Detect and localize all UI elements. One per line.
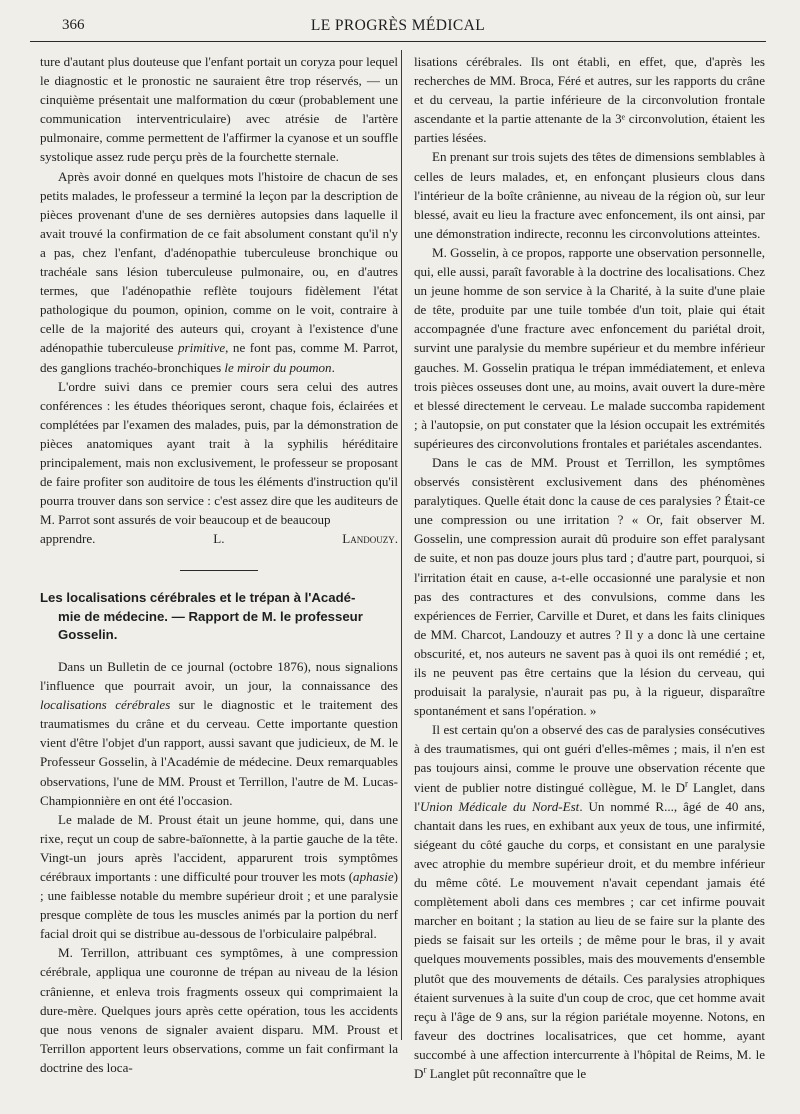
paragraph: Dans le cas de MM. Proust et Terrillon, les symptômes observés consistèrent exclusivement dans des phénomènes paralytiques. Quelle était donc la cause de ces paralysies ? Était-ce une compression ou une irritation ? « Or, fait observer M. Gosselin, une compression aurait dû produire son effet paralysant de suite, et non pas douze jours plus tard ; d'autre part, pourquoi, si l'irritation était en cause, a-t-elle occasionné une paralysie et non pas des contractures et des convulsions, comme dans les expériences de Ferrier, Carville et Duret, et dans les faits cliniques de MM. Charcot, Landouzy et autres ? Il y a donc là une certaine obscurité, et, nos auteurs ne savent pas à quoi ils ont remédié ; et, ils ne peuvent pas être certains que la lésion du cerveau, qui produisait la paralysie, n'aurait pas pu, à la rigueur, disparaître spontanément et sans l'opération. » <box>414 454 765 719</box>
text-run: Après avoir donné en quelques mots l'histoire de chacun de ses petits malades, le professeur a terminé la leçon par la description de pièces provenant d'une de ses dernières autopsies dans laquelle il avait trouvé la confirmation de ce fait absolument constant qu'il n'y a pas, chez l'enfant, d'adénopathie tuberculeuse bronchique ou trachéale sans lésion tuberculeuse pulmonaire, ou, en d'autres termes, que l'adénopathie reflète toujours fidèlement l'état pathologique du poumon, opinion, comme on le voit, contraire à celle de la majorité des auteurs qui, croyant à l'existence d'une adénopathie tuberculeuse <box>40 168 398 356</box>
text-run: Il est certain qu'on a observé des cas de paralysies consécutives à des traumatismes, qui ont guéri d'elles-mêmes ; mais, il n'en est pas toujours ainsi, comme le prouve une observation récente que vient de publier notre distingué collègue, M. le D <box>414 722 765 795</box>
italic-run: Union Médicale du Nord-Est <box>419 798 580 814</box>
signature-line <box>40 529 398 548</box>
italic-run: le miroir du poumon <box>224 359 332 375</box>
text-run: ) ; une faiblesse notable du membre supérieur droit ; et une paralysie presque complète de tous les muscles animés par la portion du nerf facial droit qui se distribue au-dessous de l'orbiculaire palpébral. <box>40 868 398 942</box>
text-run: Dans un Bulletin de ce journal (octobre 1876), nous signalions l'influence que pourrait avoir, un jour, la connaissance des <box>40 658 398 694</box>
text-run: Langlet pût reconnaître que le <box>426 1065 587 1081</box>
paragraph <box>40 657 398 810</box>
page-number: 366 <box>62 17 85 33</box>
text-run: Langlet, dans l' <box>414 779 765 814</box>
left-column <box>40 52 398 1077</box>
heading-line: Les localisations cérébrales et le trépan à l'Acadé- <box>40 590 356 606</box>
right-column <box>414 52 765 1083</box>
paragraph: lisations cérébrales. Ils ont établi, en effet, que, d'après les recherches de MM. Broca, Féré et autres, sur les rapports du crâne et du cerveau, la partie inférieure de la circonvolution frontale ascendante et la partie attenante de la 3ᵉ circonvolution, étaient les parties lésées. <box>414 54 765 146</box>
article-heading <box>40 589 398 645</box>
italic-run: aphasie <box>353 868 394 884</box>
text-run: . <box>331 359 335 375</box>
column-divider <box>401 50 402 1040</box>
text-run: sur le diagnostic et le traitement des traumatismes du crâne et du cerveau. Cette importante question vient d'être l'objet d'un rapport, aussi savant que judicieux, de M. le Professeur Gosselin, à l'Académie de médecine. Deux remarquables observations, l'une de MM. Proust et Terrillon, l'autre de M. Lucas-Championnière en ont été l'occasion. <box>40 697 398 808</box>
superscript: r <box>685 778 688 789</box>
running-title: LE PROGRÈS MÉDICAL <box>310 17 486 34</box>
paragraph <box>40 810 398 944</box>
text-run: Le malade de M. Proust était un jeune homme, qui, dans une rixe, reçut un coup de sabre-baïonnette, à la partie gauche de la tête. Vingt-un jours après l'accident, apparurent trois symptômes cérébraux importants : une difficulté pour trouver les mots ( <box>40 811 398 884</box>
text-run: apprendre. <box>40 531 96 547</box>
paragraph <box>40 167 398 377</box>
text-run: , ne font pas, comme M. Parrot, des ganglions trachéo-bronchiques <box>40 340 398 375</box>
italic-run: primitive <box>178 340 226 356</box>
paragraph: En prenant sur trois sujets des têtes de dimensions semblables à celles de leurs malades, et, en enfonçant plusieurs clous dans l'intérieur de la boîte crânienne, au niveau de la région où, sur leur blessé, avait eu lieu la fracture avec enfoncement, ils ont ainsi, par une démonstration indirecte, reconnu les circonvolutions atteintes. <box>414 149 765 241</box>
section-rule <box>180 570 258 571</box>
paragraph: M. Terrillon, attribuant ces symptômes, à une compression cérébrale, appliqua une couronne de trépan au niveau de la lésion crânienne, et enleva trois fragments osseux qui comprimaient la dure-mère. Quelques jours après cette opération, tous les accidents que nous venons de signaler avaient disparu. MM. Proust et Terrillon apportent leurs observations, comme un fait confirmant la doctrine des loca- <box>40 945 398 1075</box>
text-run: . Un nommé R..., âgé de 40 ans, chantait dans les rues, en exhibant aux yeux de tous, une infirmité, siégeant du côté gauche du corps, et consistant en une paralysie avec atrophie du membre supérieur droit, et du membre inférieur du même côté. Le mouvement n'avait cependant jamais été complètement aboli dans ces membres ; car cet infirme pouvait marcher en boitant ; la station au lieu de se faire sur la plante des pieds se faisait sur les orteils ; de même pour le bras, il y avait quelques mouvements possibles, mais des mouvements d'ensemble plutôt que des mouvements de détails. Ces paralysies atrophiques étaient survenues à la suite d'un coup de croc, que cet homme avait reçu à l'âge de 9 ans, sur la région pariétale moyenne. Notons, en faveur des doctrines localisatrices, que cet homme, ayant succombé à une affection intercurrente à l'hôpital de Reims, M. le D <box>414 798 765 1081</box>
superscript: r <box>423 1064 427 1075</box>
page-header <box>30 17 766 42</box>
italic-run: localisations cérébrales <box>40 697 171 713</box>
paragraph <box>414 720 765 1083</box>
heading-line: Gosselin. <box>58 627 118 643</box>
author-signature: L. Landouzy. <box>213 531 398 547</box>
paragraph: M. Gosselin, à ce propos, rapporte une observation personnelle, qui, elle aussi, paraît favorable à la doctrine des localisations. Chez un jeune homme de son service à la Charité, à la suite d'une plaie de tête, produite par une tuile tombée d'un toit, plaie qui était accompagnée d'une fracture avec enfoncement du pariétal droit, survint une paralysie du membre supérieur et du membre inférieur gauches. M. Gosselin pratiqua le trépan immédiatement, et enleva trois pièces osseuses dont une, au moins, avait ouvert la dure-mère et blessé directement le cerveau. Le malade succomba rapidement ; à l'autopsie, on put constater que la lésion occupait les extrémités supérieures des circonvolutions frontales et pariétales ascendantes. <box>414 244 765 451</box>
paragraph: ture d'autant plus douteuse que l'enfant portait un coryza pour lequel le diagnostic et le pronostic ne sauraient être trop réservés, — un cinquième présentait une malformation du cœur (probablement une communication interventriculaire) avec atrésie de l'artère pulmonaire, comme permettent de l'affirmer la cyanose et un souffle systolique assez rude perçu près de la fourchette sternale. <box>40 54 398 165</box>
paragraph: L'ordre suivi dans ce premier cours sera celui des autres conférences : les études théoriques seront, chaque fois, éclairées et complétées par l'examen des malades, puis, par la démonstration de pièces anatomiques ayant trait à la syphilis héréditaire principalement, mais non exclusivement, le professeur se proposant de faire profiter son auditoire de tous les éléments d'instruction qu'il pourra trouver dans son service : c'est assez dire que les auditeurs de M. Parrot sont assurés de voir beaucoup et de beaucoup <box>40 378 398 528</box>
heading-line: mie de médecine. — Rapport de M. le professeur <box>58 608 363 624</box>
